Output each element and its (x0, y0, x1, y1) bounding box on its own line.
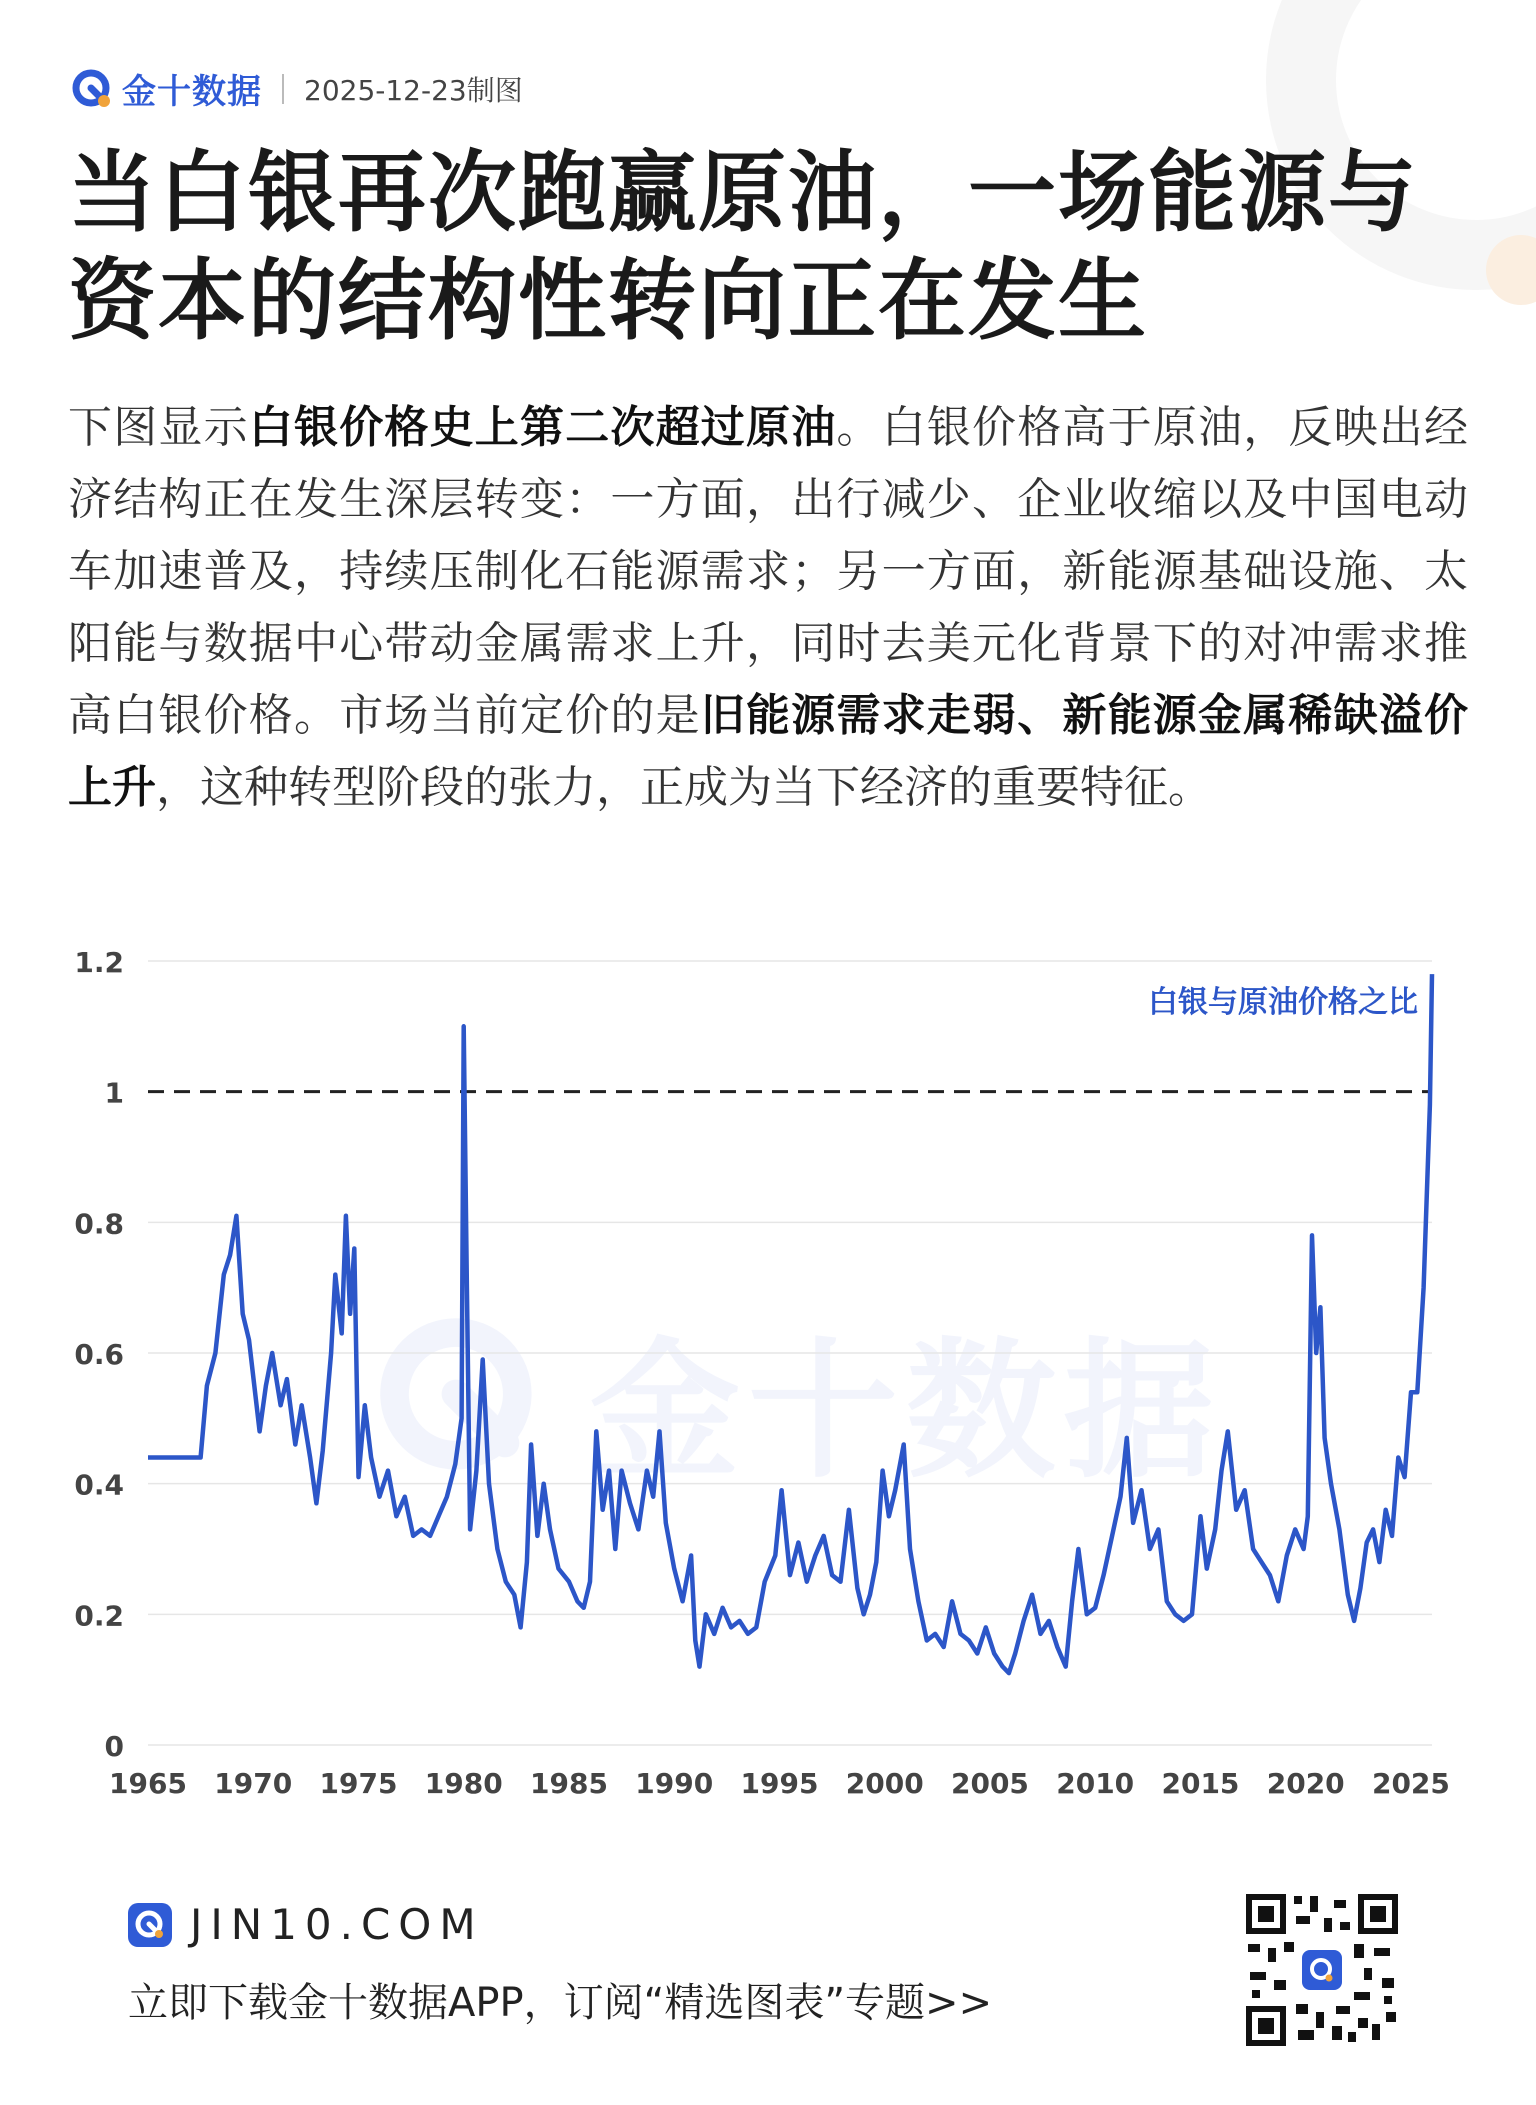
x-tick-label: 1970 (214, 1767, 293, 1800)
y-tick-label: 0 (104, 1730, 124, 1763)
x-tick-label: 1995 (740, 1767, 819, 1800)
x-tick-label: 1980 (424, 1767, 503, 1800)
x-tick-label: 2010 (1056, 1767, 1135, 1800)
x-tick-labels (109, 1767, 1450, 1800)
jin10-app-icon (128, 1903, 172, 1947)
grid-lines (148, 961, 1432, 1745)
download-cta[interactable]: 立即下载金十数据APP，订阅“精选图表”专题>> (128, 1980, 993, 2026)
x-tick-label: 2015 (1161, 1767, 1240, 1800)
x-tick-label: 2005 (950, 1767, 1029, 1800)
series-line-0 (148, 974, 1432, 1673)
body-text-3: ，这种转型阶段的张力，正成为当下经济的重要特征。 (156, 762, 1212, 813)
watermark-text: 金十数据 (590, 1325, 1223, 1499)
body-bold-1: 白银价格史上第二次超过原油 (248, 402, 837, 453)
x-tick-label: 1990 (635, 1767, 714, 1800)
y-tick-label: 1.2 (74, 946, 124, 979)
x-tick-label: 1975 (319, 1767, 398, 1800)
qr-code-icon[interactable] (1244, 1892, 1400, 2048)
x-tick-label: 2000 (845, 1767, 924, 1800)
legend-label: 白银与原油价格之比 (1148, 985, 1418, 1020)
x-tick-label: 2025 (1371, 1767, 1450, 1800)
page-title: 当白银再次跑赢原油，一场能源与资本的结构性转向正在发生 (68, 140, 1419, 352)
y-tick-label: 1 (104, 1076, 124, 1110)
body-text-2: 。白银价格高于原油，反映出经济结构正在发生深层转变：一方面，出行减少、企业收缩以及中国电动车加速普及，持续压制化石能源需求；另一方面，新能源基础设施、太阳能与数据中心带动金属需求上升，同时去美元化背景下的对冲需求推高白银价格。市场当前定价的是 (68, 402, 1469, 741)
footer-site[interactable] (128, 1900, 992, 1949)
body-text-1: 下图显示 (68, 402, 249, 453)
y-tick-labels (74, 946, 124, 1763)
y-tick-label: 0.2 (74, 1599, 124, 1633)
chart-date: 2025-12-23制图 (304, 73, 523, 107)
body-bold-2: 旧能源需求走弱、新能源金属稀缺溢价上升 (68, 690, 1469, 813)
header (70, 64, 523, 113)
jin10-logo-icon (70, 67, 114, 111)
x-tick-label: 1985 (530, 1767, 608, 1800)
header-divider (282, 74, 284, 104)
x-tick-label: 2020 (1266, 1767, 1345, 1800)
x-tick-label: 1965 (109, 1767, 187, 1800)
y-tick-label: 0.8 (74, 1207, 124, 1241)
brand-name: 金十数据 (122, 72, 262, 112)
y-tick-label: 0.4 (74, 1468, 124, 1502)
footer (128, 1900, 992, 2028)
y-tick-label: 0.6 (74, 1338, 124, 1371)
series-line-group (148, 974, 1432, 1673)
ratio-line-chart (0, 925, 1536, 1805)
chart-container (0, 925, 1536, 1805)
site-url: JIN10.COM (190, 1900, 484, 1949)
article-body (68, 392, 1468, 824)
